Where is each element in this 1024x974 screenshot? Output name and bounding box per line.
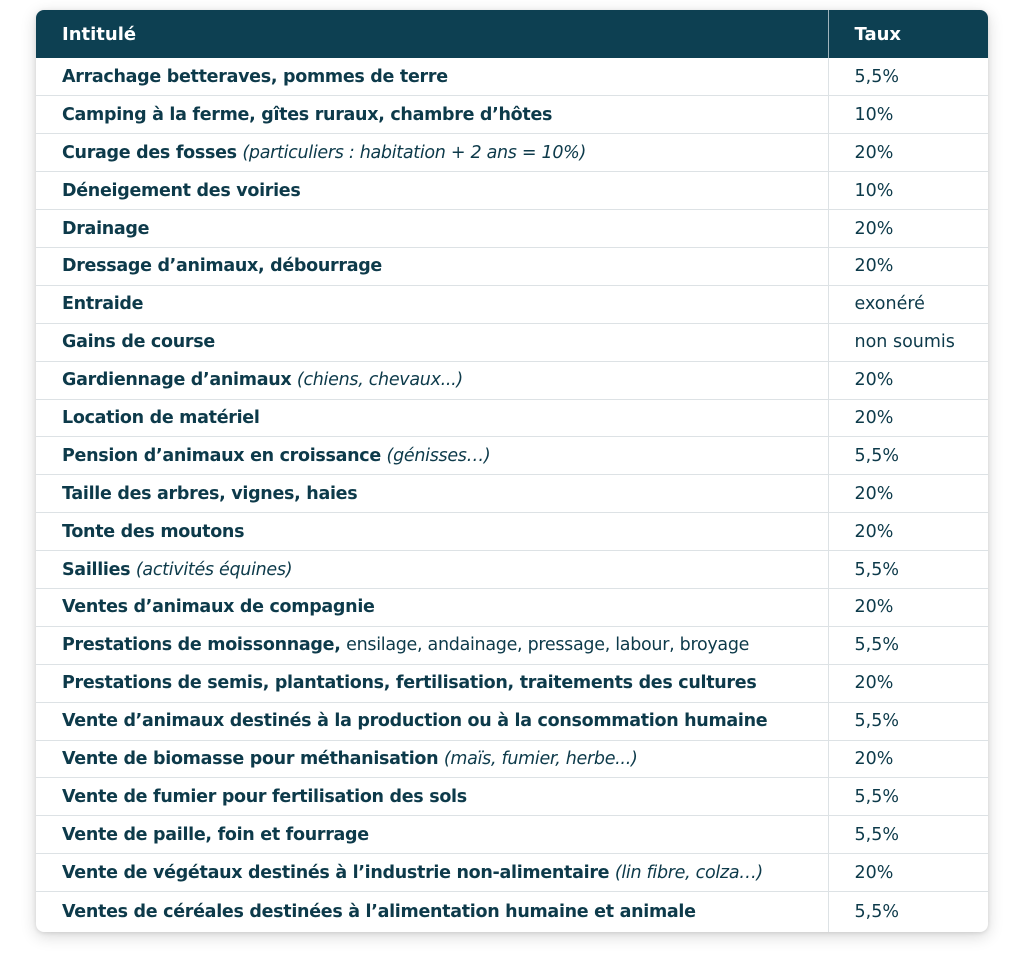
taux-cell: 5,5% [828, 58, 988, 96]
row-note: (activités équines) [135, 559, 293, 580]
intitule-cell [36, 664, 828, 702]
taux-cell: 5,5% [828, 778, 988, 816]
taux-cell: 5,5% [828, 437, 988, 475]
intitule-cell [36, 740, 828, 778]
row-label: Dressage d’animaux, débourrage [62, 256, 382, 277]
taux-cell: 20% [828, 664, 988, 702]
table-row [36, 588, 988, 626]
row-note: (lin fibre, colza…) [614, 862, 763, 883]
row-label: Arrachage betteraves, pommes de terre [62, 66, 448, 87]
intitule-cell [36, 626, 828, 664]
taux-cell: exonéré [828, 285, 988, 323]
taux-cell: 10% [828, 172, 988, 210]
intitule-cell [36, 892, 828, 932]
table-row [36, 702, 988, 740]
taux-cell: non soumis [828, 323, 988, 361]
intitule-cell [36, 96, 828, 134]
row-note: (chiens, chevaux...) [296, 370, 463, 391]
taux-cell: 20% [828, 475, 988, 513]
table-row [36, 247, 988, 285]
rates-table-card [36, 10, 988, 932]
table-row [36, 285, 988, 323]
intitule-cell [36, 323, 828, 361]
intitule-cell [36, 58, 828, 96]
intitule-cell [36, 361, 828, 399]
intitule-cell [36, 854, 828, 892]
taux-cell: 20% [828, 210, 988, 248]
row-label: Saillies [62, 559, 131, 580]
intitule-cell [36, 702, 828, 740]
table-row [36, 740, 988, 778]
taux-cell: 20% [828, 740, 988, 778]
table-row [36, 513, 988, 551]
row-label: Tonte des moutons [62, 521, 245, 542]
taux-cell: 5,5% [828, 702, 988, 740]
row-label: Pension d’animaux en croissance [62, 445, 381, 466]
row-note: (particuliers : habitation + 2 ans = 10%) [242, 142, 587, 163]
row-label: Vente d’animaux destinés à la production ou à la consommation humaine [62, 711, 768, 732]
taux-cell: 20% [828, 854, 988, 892]
intitule-cell [36, 399, 828, 437]
taux-cell: 20% [828, 134, 988, 172]
row-label: Location de matériel [62, 407, 260, 428]
table-row [36, 323, 988, 361]
table-header-row [36, 10, 988, 58]
row-label: Vente de fumier pour fertilisation des sols [62, 786, 467, 807]
intitule-cell [36, 588, 828, 626]
row-label: Gains de course [62, 332, 215, 353]
header-intitule: Intitulé [36, 10, 828, 58]
taux-cell: 5,5% [828, 892, 988, 932]
taux-cell: 20% [828, 399, 988, 437]
table-row [36, 172, 988, 210]
taux-cell: 5,5% [828, 816, 988, 854]
table-row [36, 778, 988, 816]
row-note: (génisses…) [386, 445, 491, 466]
taux-cell: 5,5% [828, 551, 988, 589]
taux-cell: 20% [828, 247, 988, 285]
intitule-cell [36, 816, 828, 854]
table-row [36, 892, 988, 932]
row-label: Gardiennage d’animaux [62, 370, 292, 391]
table-row [36, 664, 988, 702]
intitule-cell [36, 778, 828, 816]
table-row [36, 399, 988, 437]
taux-cell: 20% [828, 361, 988, 399]
row-label: Ventes d’animaux de compagnie [62, 597, 375, 618]
taux-cell: 20% [828, 588, 988, 626]
table-row [36, 854, 988, 892]
row-label: Prestations de moissonnage, [62, 635, 341, 656]
table-row [36, 626, 988, 664]
table-row [36, 210, 988, 248]
table-row [36, 475, 988, 513]
table-row [36, 134, 988, 172]
intitule-cell [36, 513, 828, 551]
taux-cell: 5,5% [828, 626, 988, 664]
row-note: (maïs, fumier, herbe...) [443, 748, 638, 769]
header-taux: Taux [828, 10, 988, 58]
table-row [36, 96, 988, 134]
intitule-cell [36, 437, 828, 475]
row-label: Prestations de semis, plantations, fertilisation, traitements des cultures [62, 673, 757, 694]
intitule-cell [36, 475, 828, 513]
table-row [36, 551, 988, 589]
rates-table [36, 10, 988, 932]
intitule-cell [36, 210, 828, 248]
table-body [36, 58, 988, 932]
row-label: Camping à la ferme, gîtes ruraux, chambre d’hôtes [62, 104, 553, 125]
taux-cell: 10% [828, 96, 988, 134]
row-label: Taille des arbres, vignes, haies [62, 483, 358, 504]
table-row [36, 816, 988, 854]
intitule-cell [36, 551, 828, 589]
intitule-cell [36, 285, 828, 323]
table-row [36, 361, 988, 399]
row-label: Vente de paille, foin et fourrage [62, 824, 369, 845]
row-extra: ensilage, andainage, pressage, labour, broyage [346, 635, 750, 656]
row-label: Vente de végétaux destinés à l’industrie non-alimentaire [62, 862, 610, 883]
table-row [36, 437, 988, 475]
row-label: Ventes de céréales destinées à l’alimentation humaine et animale [62, 901, 696, 922]
taux-cell: 20% [828, 513, 988, 551]
intitule-cell [36, 134, 828, 172]
row-label: Drainage [62, 218, 150, 239]
table-row [36, 58, 988, 96]
intitule-cell [36, 172, 828, 210]
row-label: Curage des fosses [62, 142, 237, 163]
row-label: Déneigement des voiries [62, 180, 301, 201]
intitule-cell [36, 247, 828, 285]
row-label: Vente de biomasse pour méthanisation [62, 748, 439, 769]
row-label: Entraide [62, 294, 144, 315]
